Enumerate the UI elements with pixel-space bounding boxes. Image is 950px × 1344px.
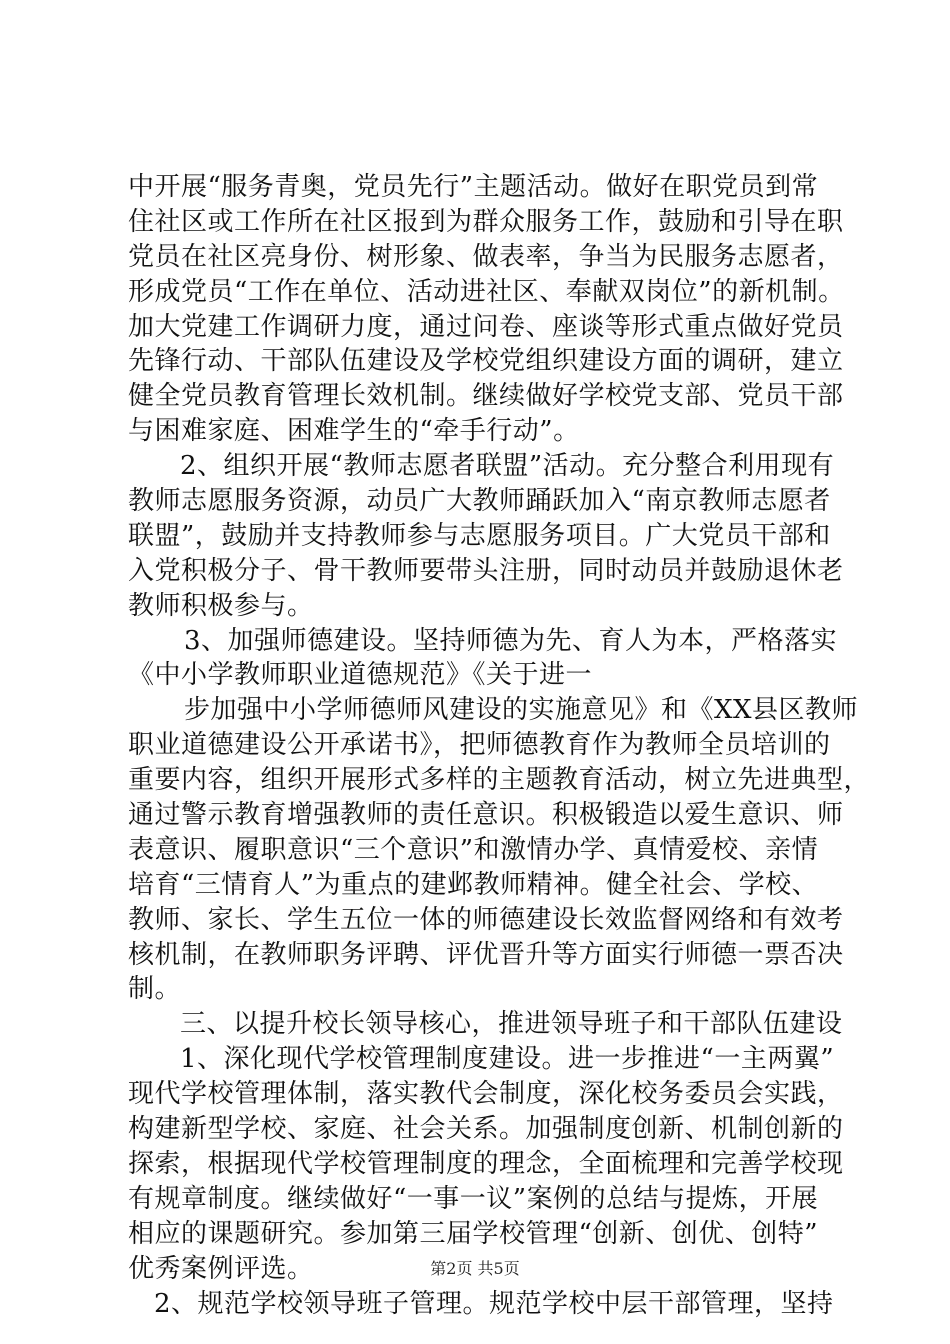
text-line: 表意识、履职意识“三个意识”和激情办学、真情爱校、亲情 (128, 834, 819, 865)
text-line: 培育“三情育人”为重点的建邺教师精神。健全社会、学校、 (128, 869, 819, 900)
paragraph-start-line: 3、加强师德建设。坚持师德为先、育人为本，严格落实 (184, 625, 838, 656)
text-line: 形成党员“工作在单位、活动进社区、奉献双岗位”的新机制。 (128, 276, 845, 307)
text-line: 构建新型学校、家庭、社会关系。加强制度创新、机制创新的 (128, 1114, 844, 1145)
text-line: 入党积极分子、骨干教师要带头注册，同时动员并鼓励退休老 (128, 555, 844, 586)
section-heading: 三、以提升校长领导核心，推进领导班子和干部队伍建设 (180, 1009, 843, 1040)
page-number-footer: 第2页 共5页 (430, 1259, 520, 1278)
text-line: 通过警示教育增强教师的责任意识。积极锻造以爱生意识、师 (128, 800, 844, 831)
text-line: 制。 (128, 974, 182, 1005)
text-line: 中开展“服务青奥，党员先行”主题活动。做好在职党员到常 (128, 172, 819, 202)
text-line: 住社区或工作所在社区报到为群众服务工作，鼓励和引导在职 (128, 206, 844, 237)
text-line: 相应的课题研究。参加第三届学校管理“创新、创优、创特” (128, 1218, 819, 1249)
paragraph-start-line: 步加强中小学师德师风建设的实施意见》和《XX县区教师 (184, 695, 859, 726)
text-line: 加大党建工作调研力度，通过问卷、座谈等形式重点做好党员 (128, 311, 844, 342)
text-line: 现代学校管理体制，落实教代会制度，深化校务委员会实践， (128, 1079, 844, 1110)
text-line: 重要内容，组织开展形式多样的主题教育活动，树立先进典型， (128, 765, 871, 796)
text-line: 探索，根据现代学校管理制度的理念，全面梳理和完善学校现 (128, 1148, 844, 1179)
text-line: 健全党员教育管理长效机制。继续做好学校党支部、党员干部 (128, 381, 844, 412)
paragraph-start-line: 2、规范学校领导班子管理。规范学校中层干部管理，坚持 (154, 1288, 834, 1319)
text-line: 教师志愿服务资源，动员广大教师踊跃加入“南京教师志愿者 (128, 486, 831, 517)
paragraph-start-line: 1、深化现代学校管理制度建设。进一步推进“一主两翼” (180, 1044, 835, 1075)
text-line: 优秀案例评选。 (128, 1253, 314, 1284)
text-line: 教师、家长、学生五位一体的师德建设长效监督网络和有效考 (128, 904, 844, 935)
document-body (128, 170, 871, 1321)
text-line: 联盟”，鼓励并支持教师参与志愿服务项目。广大党员干部和 (128, 520, 831, 551)
text-line: 党员在社区亮身份、树形象、做表率，争当为民服务志愿者， (128, 241, 844, 272)
text-line: 有规章制度。继续做好“一事一议”案例的总结与提炼，开展 (128, 1183, 819, 1214)
paragraph-start-line: 2、组织开展“教师志愿者联盟”活动。充分整合利用现有 (180, 451, 835, 482)
text-line: 职业道德建设公开承诺书》，把师德教育作为教师全员培训的 (128, 730, 831, 761)
text-line: 与困难家庭、困难学生的“牵手行动”。 (128, 416, 580, 447)
text-line: 《中小学教师职业道德规范》《关于进一 (128, 660, 593, 691)
text-line: 核机制，在教师职务评聘、评优晋升等方面实行师德一票否决 (128, 939, 844, 970)
text-line: 教师积极参与。 (128, 590, 314, 621)
text-line: 先锋行动、干部队伍建设及学校党组织建设方面的调研，建立 (128, 346, 844, 377)
